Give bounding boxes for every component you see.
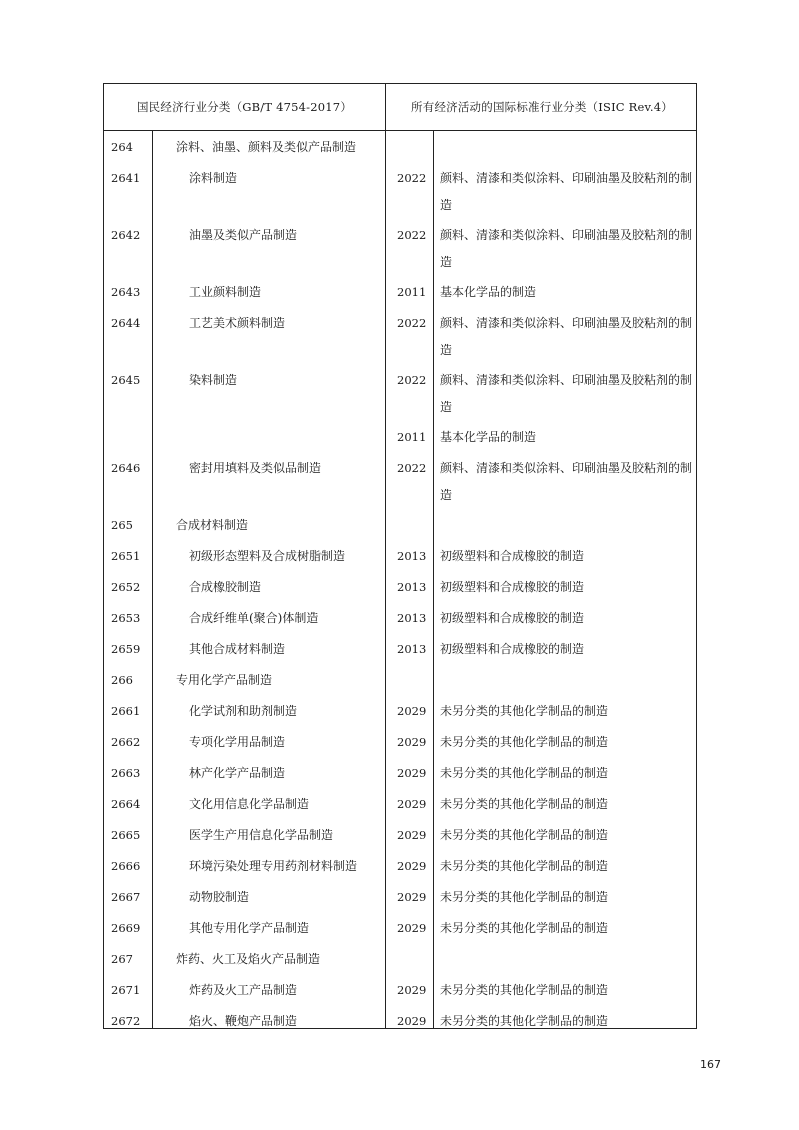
industry-code: 2643 bbox=[111, 285, 141, 299]
industry-name: 炸药及火工产品制造 bbox=[189, 983, 298, 997]
classification-table bbox=[103, 83, 697, 1029]
industry-name: 油墨及类似产品制造 bbox=[189, 228, 298, 242]
isic-code: 2013 bbox=[397, 611, 427, 625]
industry-code: 265 bbox=[111, 518, 133, 532]
table-row bbox=[104, 756, 696, 787]
industry-code: 264 bbox=[111, 140, 133, 154]
isic-code: 2029 bbox=[397, 983, 427, 997]
industry-code: 2644 bbox=[111, 316, 141, 330]
isic-code: 2022 bbox=[397, 461, 427, 475]
isic-description: 未另分类的其他化学制品的制造 bbox=[440, 827, 609, 842]
industry-name: 工艺美术颜料制造 bbox=[189, 316, 286, 330]
isic-code: 2013 bbox=[397, 549, 427, 563]
isic-description: 未另分类的其他化学制品的制造 bbox=[440, 703, 609, 718]
table-row bbox=[104, 451, 696, 508]
industry-name: 合成橡胶制造 bbox=[189, 580, 262, 594]
isic-code: 2022 bbox=[397, 228, 427, 242]
table-row bbox=[104, 306, 696, 363]
isic-code: 2029 bbox=[397, 828, 427, 842]
isic-description: 基本化学品的制造 bbox=[440, 284, 537, 299]
table-row bbox=[104, 973, 696, 1004]
table-row bbox=[104, 1004, 696, 1035]
industry-name: 动物胶制造 bbox=[189, 890, 250, 904]
industry-name: 染料制造 bbox=[189, 373, 238, 387]
isic-code: 2013 bbox=[397, 580, 427, 594]
isic-code: 2022 bbox=[397, 373, 427, 387]
isic-description: 颜料、清漆和类似涂料、印刷油墨及胶粘剂的制造 bbox=[440, 315, 693, 357]
industry-name: 专项化学用品制造 bbox=[189, 735, 286, 749]
isic-description: 初级塑料和合成橡胶的制造 bbox=[440, 610, 585, 625]
isic-description: 未另分类的其他化学制品的制造 bbox=[440, 765, 609, 780]
table-row bbox=[104, 942, 696, 973]
industry-code: 2665 bbox=[111, 828, 141, 842]
isic-description: 初级塑料和合成橡胶的制造 bbox=[440, 579, 585, 594]
isic-code: 2029 bbox=[397, 890, 427, 904]
isic-description: 未另分类的其他化学制品的制造 bbox=[440, 796, 609, 811]
industry-code: 2662 bbox=[111, 735, 141, 749]
isic-description: 未另分类的其他化学制品的制造 bbox=[440, 734, 609, 749]
industry-code: 2666 bbox=[111, 859, 141, 873]
table-row bbox=[104, 787, 696, 818]
isic-code: 2029 bbox=[397, 704, 427, 718]
table-row bbox=[104, 161, 696, 218]
industry-code: 2659 bbox=[111, 642, 141, 656]
industry-code: 2663 bbox=[111, 766, 141, 780]
industry-name: 密封用填料及类似品制造 bbox=[189, 461, 322, 475]
isic-description: 颜料、清漆和类似涂料、印刷油墨及胶粘剂的制造 bbox=[440, 170, 693, 212]
table-row bbox=[104, 508, 696, 539]
table-body bbox=[104, 130, 696, 1035]
isic-description: 颜料、清漆和类似涂料、印刷油墨及胶粘剂的制造 bbox=[440, 372, 693, 414]
industry-code: 266 bbox=[111, 673, 133, 687]
table-row bbox=[104, 601, 696, 632]
industry-code: 2641 bbox=[111, 171, 141, 185]
isic-code: 2022 bbox=[397, 316, 427, 330]
table-row bbox=[104, 663, 696, 694]
isic-description: 未另分类的其他化学制品的制造 bbox=[440, 858, 609, 873]
industry-name: 文化用信息化学品制造 bbox=[189, 797, 310, 811]
industry-name: 环境污染处理专用药剂材料制造 bbox=[189, 859, 358, 873]
industry-name: 涂料制造 bbox=[189, 171, 238, 185]
industry-code: 2642 bbox=[111, 228, 141, 242]
isic-description: 基本化学品的制造 bbox=[440, 429, 537, 444]
isic-description: 颜料、清漆和类似涂料、印刷油墨及胶粘剂的制造 bbox=[440, 460, 693, 502]
isic-description: 未另分类的其他化学制品的制造 bbox=[440, 920, 609, 935]
table-row bbox=[104, 275, 696, 306]
table-row bbox=[104, 570, 696, 601]
table-row bbox=[104, 694, 696, 725]
industry-name: 其他专用化学产品制造 bbox=[189, 921, 310, 935]
table-row bbox=[104, 632, 696, 663]
isic-code: 2029 bbox=[397, 1014, 427, 1028]
table-row bbox=[104, 849, 696, 880]
industry-code: 267 bbox=[111, 952, 133, 966]
isic-code: 2011 bbox=[397, 285, 427, 299]
table-row bbox=[104, 911, 696, 942]
table-row bbox=[104, 818, 696, 849]
isic-code: 2029 bbox=[397, 766, 427, 780]
industry-code: 2653 bbox=[111, 611, 141, 625]
table-row bbox=[104, 130, 696, 161]
isic-description: 初级塑料和合成橡胶的制造 bbox=[440, 641, 585, 656]
industry-name: 焰火、鞭炮产品制造 bbox=[189, 1014, 298, 1028]
industry-name: 涂料、油墨、颜料及类似产品制造 bbox=[176, 140, 357, 154]
industry-code: 2671 bbox=[111, 983, 141, 997]
industry-name: 专用化学产品制造 bbox=[176, 673, 273, 687]
industry-code: 2664 bbox=[111, 797, 141, 811]
industry-name: 合成纤维单(聚合)体制造 bbox=[189, 611, 319, 625]
isic-code: 2029 bbox=[397, 921, 427, 935]
page-number: 167 bbox=[700, 1058, 721, 1071]
industry-code: 2651 bbox=[111, 549, 141, 563]
table-row bbox=[104, 539, 696, 570]
header-gb-classification: 国民经济行业分类（GB/T 4754-2017） bbox=[136, 100, 353, 114]
industry-name: 合成材料制造 bbox=[176, 518, 249, 532]
industry-name: 炸药、火工及焰火产品制造 bbox=[176, 952, 321, 966]
isic-description: 未另分类的其他化学制品的制造 bbox=[440, 889, 609, 904]
table-row bbox=[104, 363, 696, 420]
industry-code: 2672 bbox=[111, 1014, 141, 1028]
table-row bbox=[104, 218, 696, 275]
industry-code: 2652 bbox=[111, 580, 141, 594]
isic-description: 颜料、清漆和类似涂料、印刷油墨及胶粘剂的制造 bbox=[440, 227, 693, 269]
industry-name: 医学生产用信息化学品制造 bbox=[189, 828, 334, 842]
industry-code: 2667 bbox=[111, 890, 141, 904]
industry-name: 林产化学产品制造 bbox=[189, 766, 286, 780]
industry-name: 化学试剂和助剂制造 bbox=[189, 704, 298, 718]
industry-name: 初级形态塑料及合成树脂制造 bbox=[189, 549, 346, 563]
industry-name: 工业颜料制造 bbox=[189, 285, 262, 299]
industry-code: 2661 bbox=[111, 704, 141, 718]
isic-code: 2013 bbox=[397, 642, 427, 656]
table-row bbox=[104, 420, 696, 451]
isic-code: 2011 bbox=[397, 430, 427, 444]
isic-code: 2029 bbox=[397, 859, 427, 873]
isic-description: 初级塑料和合成橡胶的制造 bbox=[440, 548, 585, 563]
isic-description: 未另分类的其他化学制品的制造 bbox=[440, 1013, 609, 1028]
industry-name: 其他合成材料制造 bbox=[189, 642, 286, 656]
isic-code: 2029 bbox=[397, 797, 427, 811]
industry-code: 2669 bbox=[111, 921, 141, 935]
isic-code: 2029 bbox=[397, 735, 427, 749]
table-row bbox=[104, 880, 696, 911]
industry-code: 2645 bbox=[111, 373, 141, 387]
industry-code: 2646 bbox=[111, 461, 141, 475]
isic-description: 未另分类的其他化学制品的制造 bbox=[440, 982, 609, 997]
header-isic-classification: 所有经济活动的国际标准行业分类（ISIC Rev.4） bbox=[411, 100, 673, 114]
table-row bbox=[104, 725, 696, 756]
isic-code: 2022 bbox=[397, 171, 427, 185]
